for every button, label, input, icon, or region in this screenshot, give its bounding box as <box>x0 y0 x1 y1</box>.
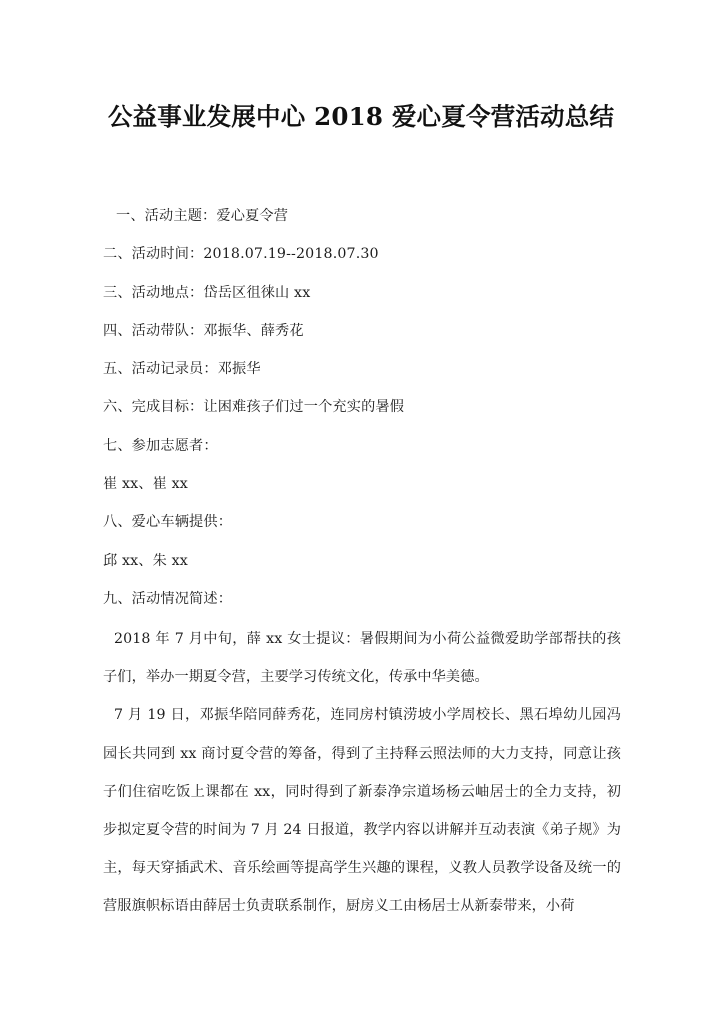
paragraph-1-text: 2018 年 7 月中旬，薛 xx 女士提议：暑假期间为小荷公益微爱助学部帮扶的孩子们，举办一期夏令营，主要学习传统文化，传承中华美德。 <box>103 631 621 686</box>
section-item-list <box>103 197 619 618</box>
section-item-activity-time: 二、活动时间：2018.07.19--2018.07.30 <box>103 246 379 263</box>
section-item-volunteers-names: 崔 xx、崔 xx <box>103 476 188 493</box>
section-item-activity-location: 三、活动地点：岱岳区徂徕山 xx <box>103 284 311 301</box>
page-title: 公益事业发展中心 2018 爱心夏令营活动总结 <box>107 102 615 132</box>
section-item-volunteers-heading: 七、参加志愿者： <box>103 437 218 454</box>
section-item-vehicles-names: 邱 xx、朱 xx <box>103 552 188 569</box>
summary-body <box>103 620 621 926</box>
paragraph-1 <box>103 620 621 696</box>
paragraph-2-text: 7 月 19 日，邓振华陪同薛秀花，连同房村镇涝坡小学周校长、黑石埠幼儿园冯园长共同到 xx 商讨夏令营的筹备，得到了主持释云照法师的大力支持，同意让孩子们住宿吃饭上课都在 xx，同时得到了新泰净宗道场杨云岫居士的全力支持，初步拟定夏令营的时间为 7 月 24 日报道，教学内容以讲解并互动表演《弟子规》为主，每天穿插武术、音乐绘画等提高学生兴趣的课程，义教人员教学设备及统一的营服旗帜标语由薛居士负责联系制作，厨房义工由杨居士从新泰带来，小荷 <box>103 707 621 915</box>
section-item-activity-leaders: 四、活动带队：邓振华、薛秀花 <box>103 322 304 339</box>
section-item-activity-recorder: 五、活动记录员：邓振华 <box>103 361 261 378</box>
paragraph-2 <box>103 696 621 925</box>
section-item-activity-theme: 一、活动主题：爱心夏令营 <box>116 208 289 224</box>
section-item-vehicles-heading: 八、爱心车辆提供： <box>103 514 233 531</box>
section-item-activity-goal: 六、完成目标：让困难孩子们过一个充实的暑假 <box>103 399 405 416</box>
section-item-summary-heading: 九、活动情况简述： <box>103 590 233 607</box>
